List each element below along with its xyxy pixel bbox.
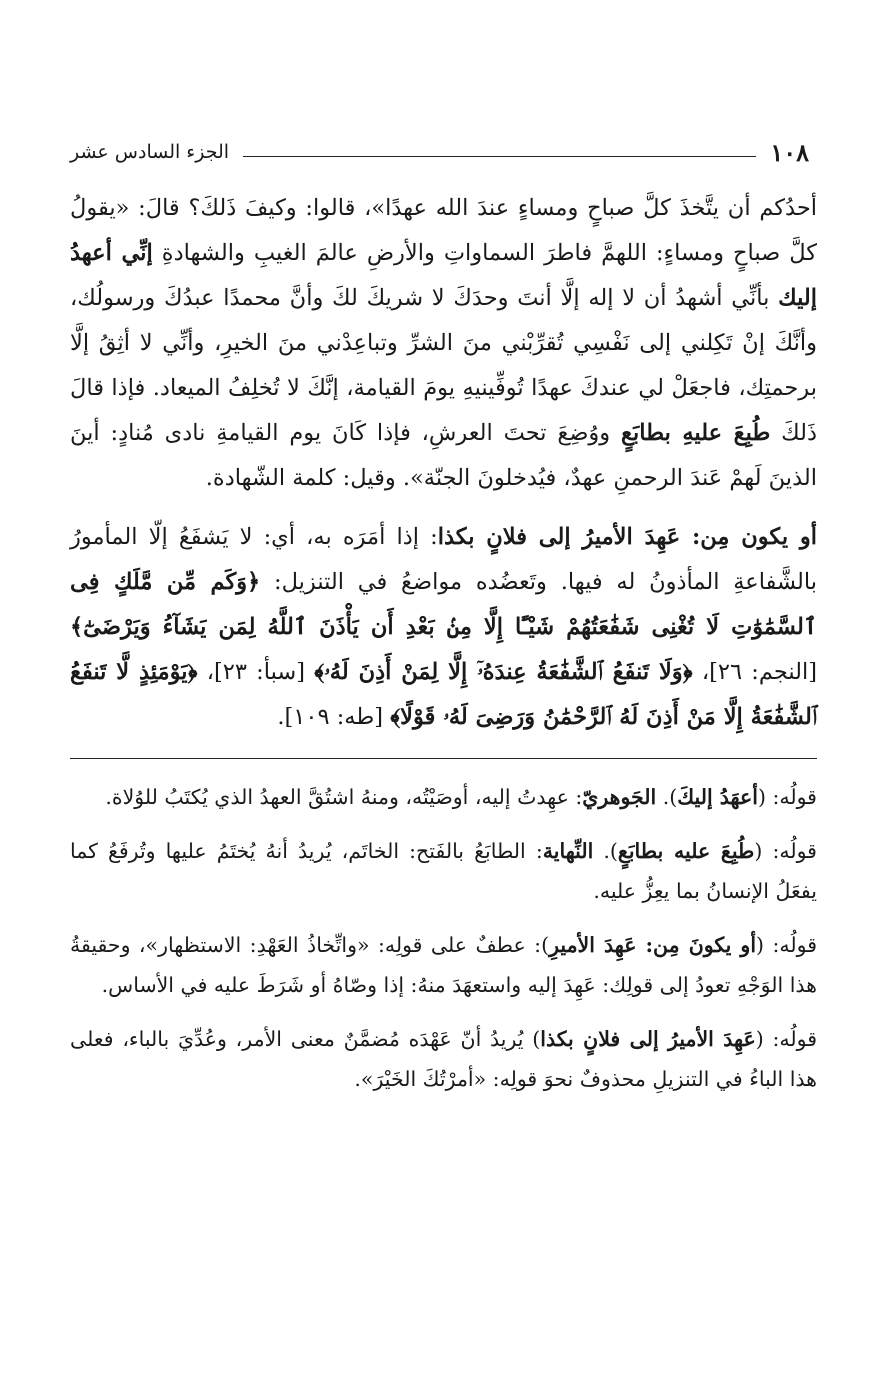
bold-phrase: أعهَدُ إليكَ: [677, 785, 758, 809]
note-item: [70, 831, 817, 911]
text-run: يُريدُ أنّ عَهْدَه مُضمَّنٌ معنى الأمر، وعُدِّيَ بالباء، فعلى هذا الباءُ في التنزيلِ محذوفٌ نحوَ قولِه: «أمرْتُكَ الخَيْرَ».: [70, 1027, 817, 1091]
note-item: [70, 1019, 817, 1099]
note-item: [70, 925, 817, 1005]
text-run: قولُه: (: [754, 839, 817, 863]
bold-phrase: أو يكون مِن: عَهِدَ الأميرُ إلى فلانٍ بكذا: [437, 524, 817, 550]
document-page: [70, 130, 817, 1113]
bold-phrase: عَهِدَ الأميرُ إلى فلانٍ بكذا: [540, 1027, 756, 1051]
text-run: أحدُكم أن يتَّخذَ كلَّ صباحٍ ومساءٍ عندَ الله عهدًا»، قالوا: وكيفَ ذَلكَ؟ قالَ: «يقولُ كلَّ صباحٍ ومساءٍ: اللهمَّ فاطرَ السماواتِ والأرضِ عالمَ الغيبِ والشهادةِ: [70, 195, 817, 266]
quran-verse: ﴿يَوْمَئِذٍ لَّا تَنفَعُ ٱلشَّفَٰعَةُ إِلَّا مَنْ أَذِنَ لَهُ ٱلرَّحْمَٰنُ وَرَضِىَ لَهُۥ قَوْلًا﴾: [70, 659, 817, 730]
verse-reference: [طه: ١٠٩].: [277, 704, 391, 730]
verse-reference: [النجم: ٢٦]،: [692, 659, 818, 685]
quran-verse: ﴿وَلَا تَنفَعُ ٱلشَّفَٰعَةُ عِندَهُۥٓ إِلَّا لِمَنْ أَذِنَ لَهُۥ﴾: [314, 659, 693, 685]
source-name: الجَوهريّ: [582, 785, 657, 809]
text-run: ).: [593, 839, 618, 863]
text-run: قولُه: (: [756, 933, 817, 957]
bold-phrase: أو يكونَ مِن: عَهِدَ الأميرِ: [549, 933, 757, 957]
running-title: الجزء السادس عشر: [70, 141, 230, 163]
text-run: قولُه: (: [755, 1027, 817, 1051]
main-paragraph-2: [70, 515, 817, 740]
text-run: قولُه: (: [757, 785, 817, 809]
note-item: [70, 777, 817, 817]
bold-phrase: طُبِعَ عليهِ بطابَعٍ: [621, 420, 771, 446]
verse-reference: [سبأ: ٢٣]،: [197, 659, 315, 685]
quran-verse: ﴿وَكَم مِّن مَّلَكٍ فِى ٱلسَّمَٰوَٰتِ لَا تُغْنِى شَفَٰعَتُهُمْ شَيْـًٔا إِلَّا مِنۢ بَعْدِ أَن يَأْذَنَ ٱللَّهُ لِمَن يَشَآءُ وَيَرْضَىٰٓ﴾: [70, 569, 817, 640]
footnote-separator: [70, 758, 817, 759]
bold-phrase: طُبِعَ عليه بطابَعٍ: [617, 839, 755, 863]
commentary-notes: [70, 777, 817, 1099]
text-run: بأنِّي أشهدُ أن لا إله إلَّا أنتَ وحدَكَ لا شريكَ لكَ وأنَّ محمدًا عبدُكَ ورسولُك، وأنَّكَ إنْ تَكِلني إلى نَفْسِي تُقرِّبْني منَ الشرِّ وتباعِدْني منَ الخيرِ، وأنِّي لا أثِقُ إلَّا برحمتِك، فاجعَلْ لي عندكَ عهدًا تُوفِّينيهِ يومَ القيامة، إنَّكَ لا تُخلِفُ الميعاد. فإذا قالَ ذَلكَ: [70, 285, 817, 446]
text-run: عطفٌ على قولِه: «واتِّخاذُ العَهْدِ: الاستظهار»، وحقيقةُ هذا الوَجْهِ تعودُ إلى قولِك: عَهِدَ إليه واستعهَدَ منهُ: إذا وصّاهُ أو شَرَطَ عليه في الأساس.: [70, 933, 817, 997]
page-header: [70, 130, 817, 174]
main-paragraph-1: [70, 186, 817, 501]
text-run: : إذا أمَرَه به، أي: لا يَشفَعُ إلّا المأمورُ بالشَّفاعةِ المأذونُ له فيها. وتَعضُده مواضعُ في التنزيل:: [70, 524, 817, 595]
text-run: ): [523, 1027, 541, 1051]
page-number: ١٠٨: [770, 137, 809, 167]
text-run: ):: [525, 933, 550, 957]
main-text: [70, 186, 817, 740]
text-run: : الطابَعُ بالفَتح: الخاتَم، يُريدُ أنهُ يُختَمُ عليها وتُرفَعُ كما يفعَلُ الإنسانُ بما يعِزُّ عليه.: [70, 839, 817, 903]
header-rule: [243, 156, 756, 157]
source-name: النِّهاية: [542, 839, 594, 863]
text-run: : عهِدتُ إليه، أوصَيْتُه، ومنهُ اشتُقَّ العهدُ الذي يُكتَبُ للوُلاة.: [105, 785, 583, 809]
text-run: ووُضِعَ تحتَ العرشِ، فإذا كَانَ يوم القيامةِ نادى مُنادٍ: أينَ الذينَ لَهمْ عَندَ الرحمنِ عهدٌ، فيُدخلونَ الجنّة». وقيل: كلمة الشّهادة.: [70, 420, 817, 491]
text-run: ).: [656, 785, 678, 809]
bold-phrase: إنِّي أعهدُ إليك: [70, 240, 817, 311]
